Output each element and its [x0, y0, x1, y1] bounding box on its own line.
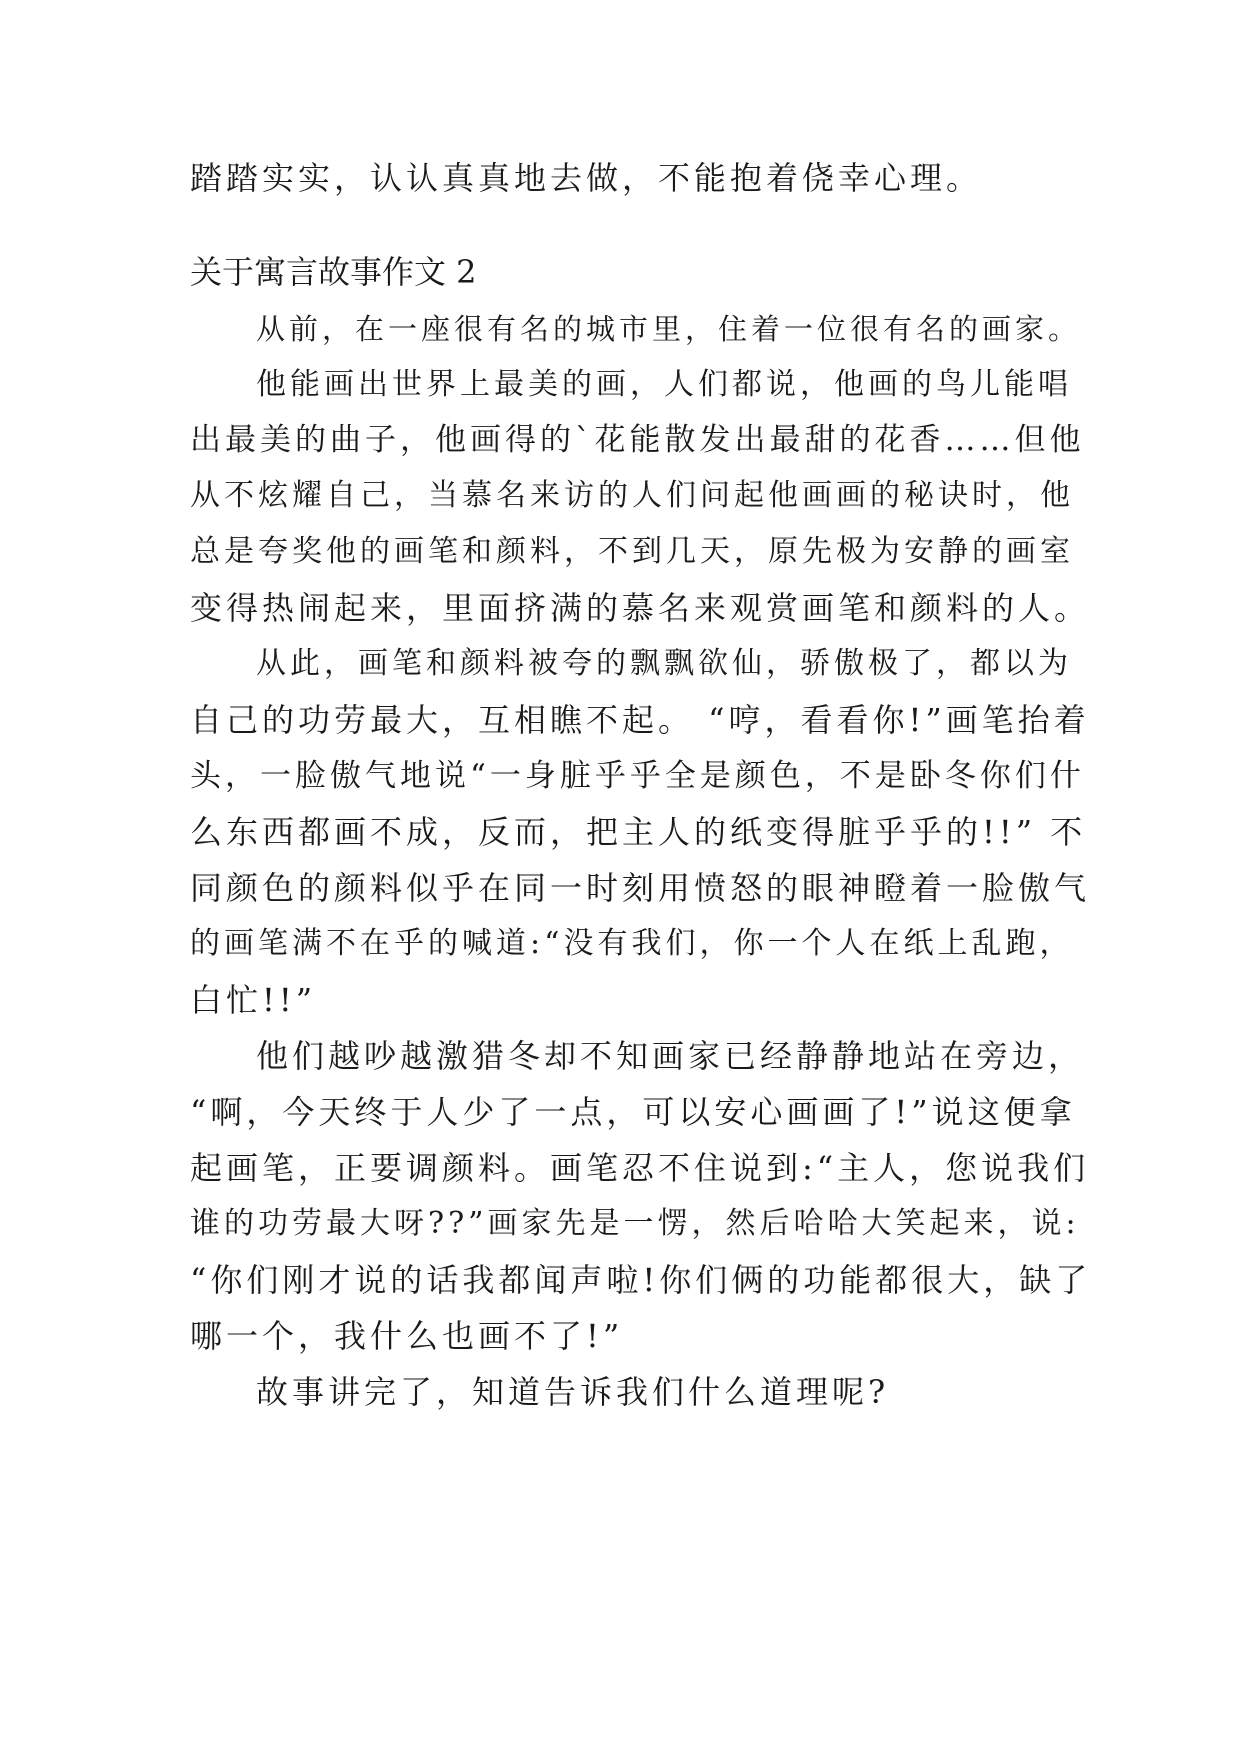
text-line: 故事讲完了，知道告诉我们什么道理呢?	[256, 1373, 890, 1411]
text-line: 哪一个，我什么也画不了!”	[190, 1317, 624, 1355]
text-line: 自己的功劳最大，互相瞧不起。 “哼，看看你!”画笔抬着	[190, 701, 1090, 739]
text-line: “啊，今天终于人少了一点，可以安心画画了!”说这便拿	[190, 1093, 1076, 1131]
text-line: 么东西都画不成，反而，把主人的纸变得脏乎乎的!!” 不	[190, 813, 1087, 851]
text-line: 起画笔，正要调颜料。画笔忍不住说到:“主人，您说我们	[190, 1149, 1090, 1187]
text-line: “你们刚才说的话我都闻声啦!你们俩的功能都很大，缺了	[190, 1261, 1092, 1299]
text-line: 出最美的曲子，他画得的`花能散发出最甜的花香……但他	[190, 422, 1085, 458]
text-line: 同颜色的颜料似乎在同一时刻用愤怒的眼神瞪着一脸傲气	[190, 869, 1091, 907]
text-line: 头，一脸傲气地说“一身脏乎乎全是颜色，不是卧冬你们什	[190, 758, 1085, 794]
text-line: 从不炫耀自己，当慕名来访的人们问起他画画的秘诀时，他	[190, 478, 1074, 513]
section-title: 关于寓言故事作文 2	[190, 253, 477, 291]
text-line: 他能画出世界上最美的画，人们都说，他画的鸟儿能唱	[256, 367, 1072, 402]
text-line: 他们越吵越激猎冬却不知画家已经静静地站在旁边，	[256, 1037, 1085, 1075]
text-line: 变得热闹起来，里面挤满的慕名来观赏画笔和颜料的人。	[190, 589, 1091, 627]
text-line: 从前，在一座很有名的城市里，住着一位很有名的画家。	[256, 312, 1082, 346]
text-line: 的画笔满不在乎的喊道:“没有我们，你一个人在纸上乱跑，	[190, 926, 1074, 961]
text-line: 白忙!!”	[190, 981, 317, 1019]
text-line: 踏踏实实，认认真真地去做，不能抱着侥幸心理。	[190, 159, 983, 197]
text-line: 从此，画笔和颜料被夸的飘飘欲仙，骄傲极了，都以为	[256, 646, 1072, 681]
text-line: 总是夸奖他的画笔和颜料，不到几天，原先极为安静的画室	[190, 534, 1074, 569]
text-line: 谁的功劳最大呀??”画家先是一愣，然后哈哈大笑起来，说:	[190, 1206, 1080, 1241]
